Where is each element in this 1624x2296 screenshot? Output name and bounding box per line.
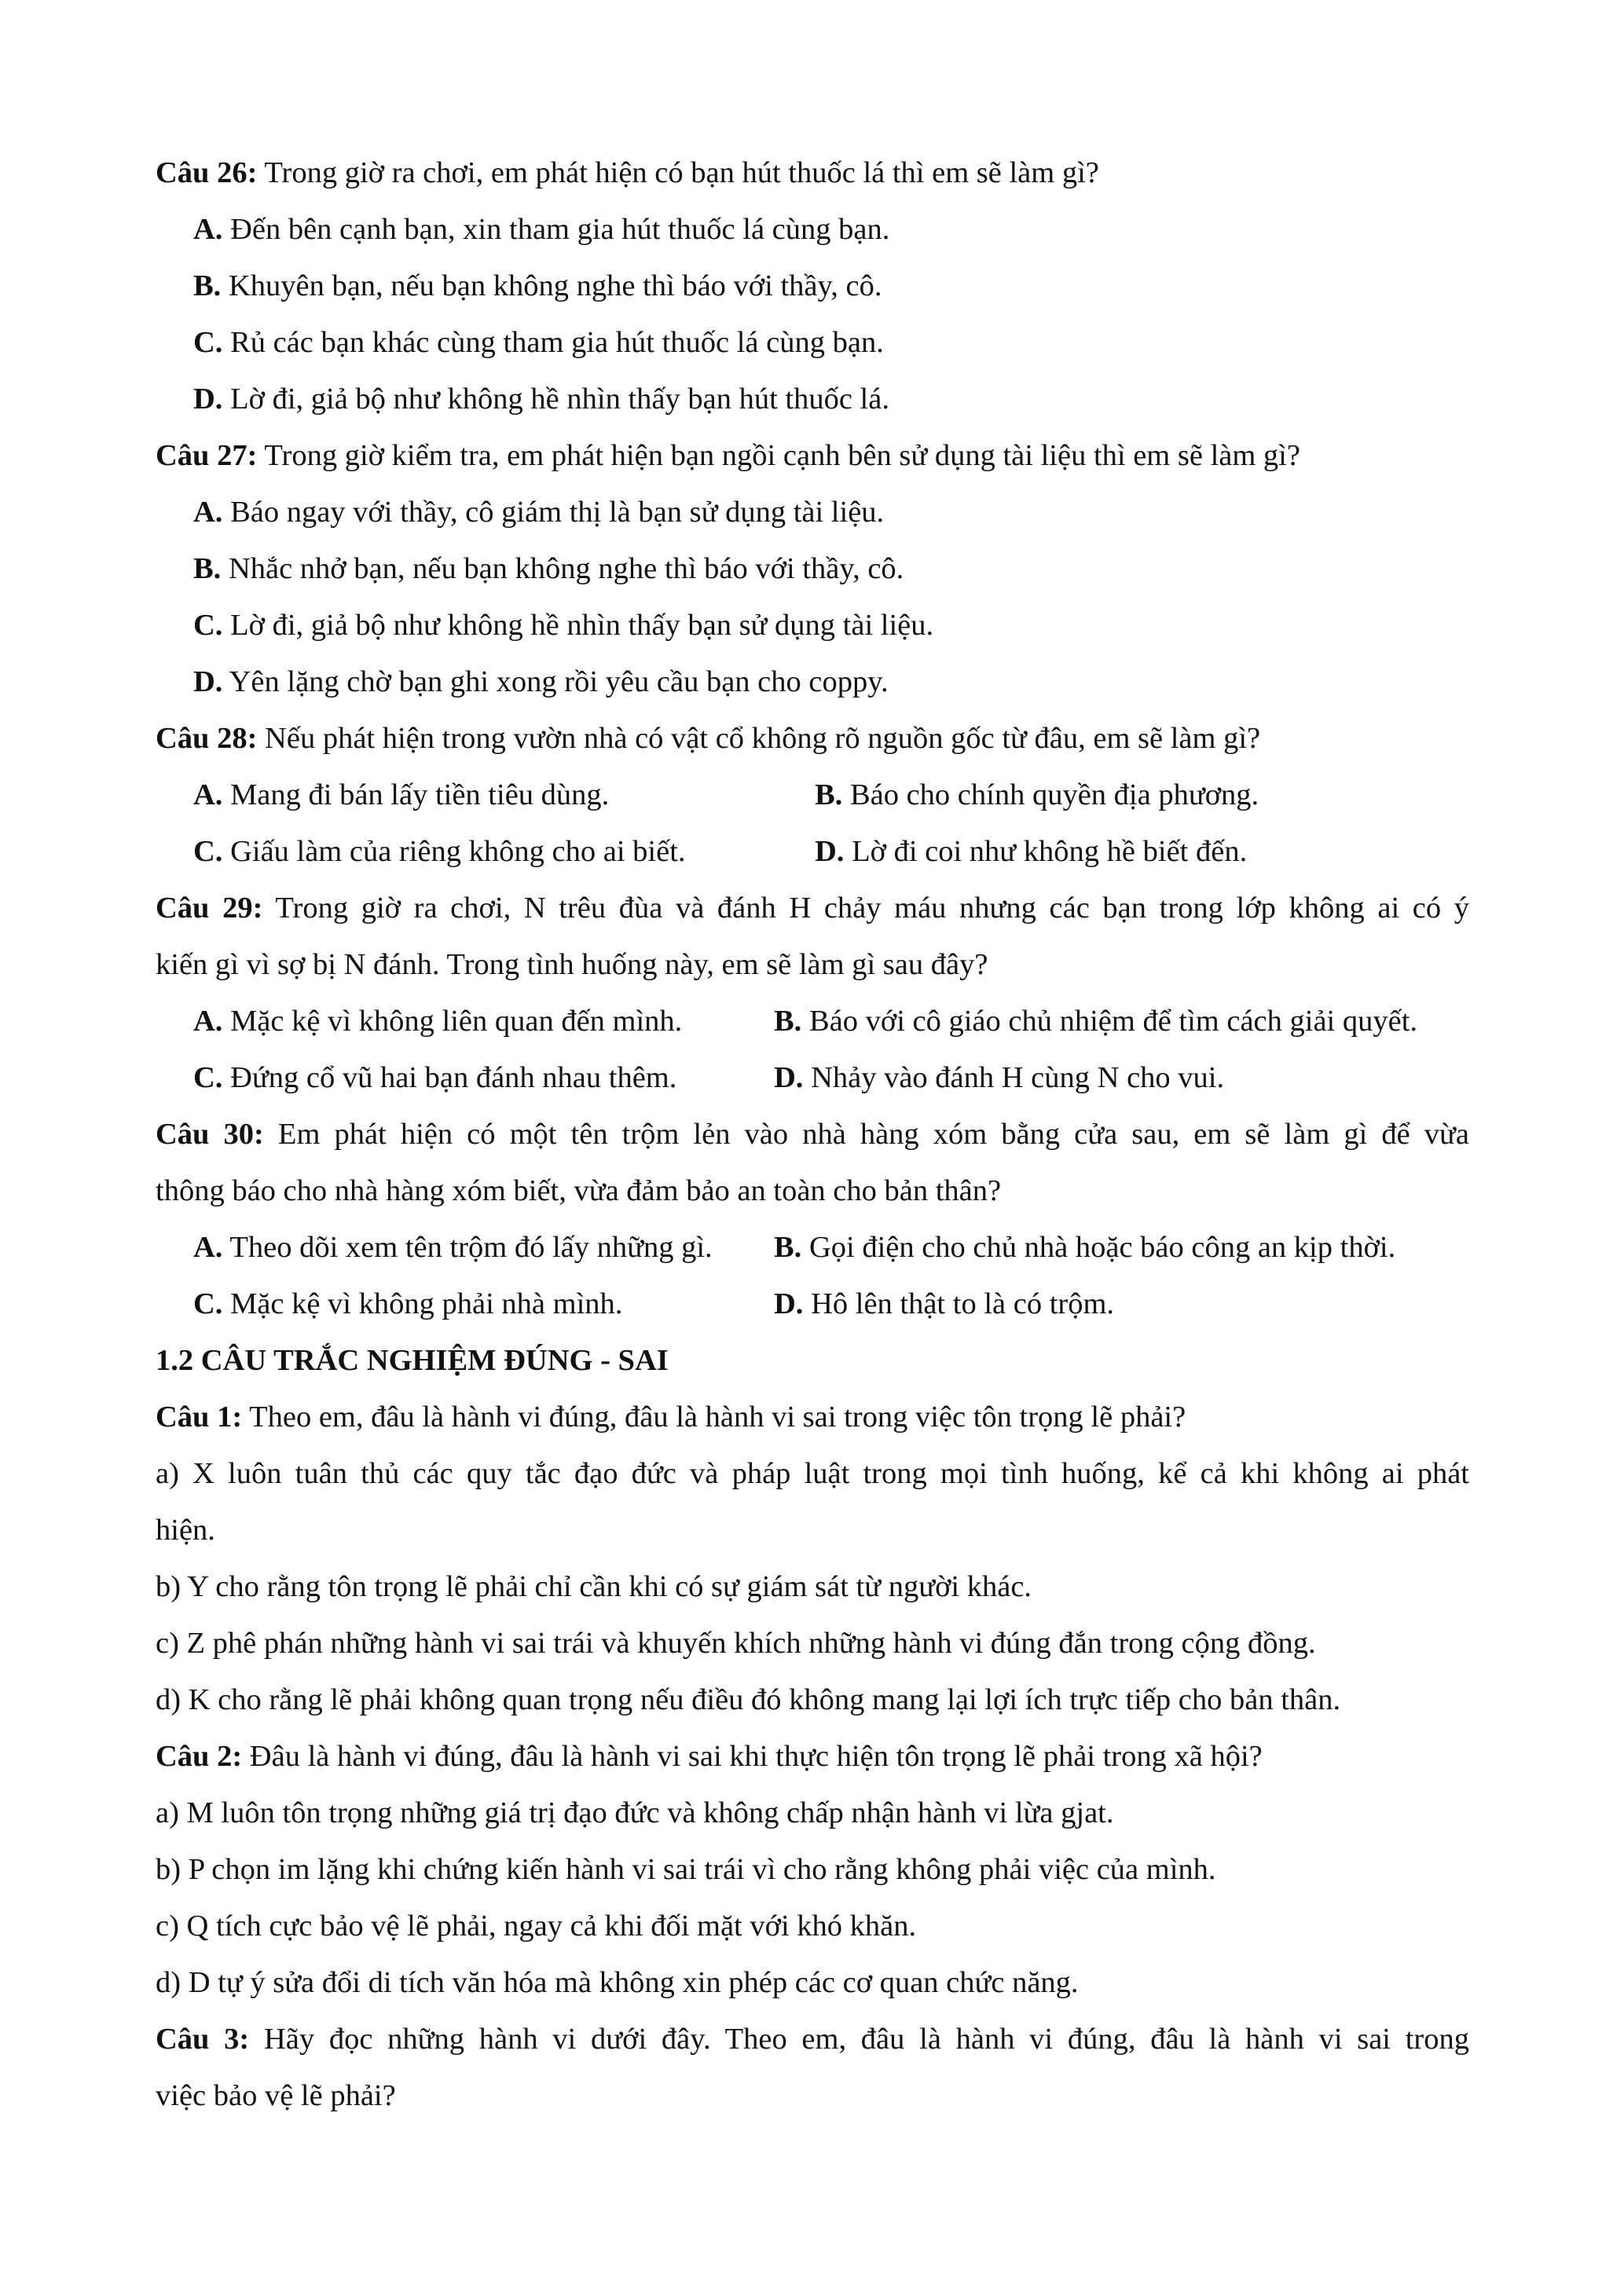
option-30-a: A. Theo dõi xem tên trộm đó lấy những gì. [193,1231,713,1264]
section-heading: 1.2 CÂU TRẮC NGHIỆM ĐÚNG - SAI [156,1344,669,1377]
question-27 [156,437,1300,474]
tf-question-1 [156,1398,1186,1436]
question-text: Trong giờ kiểm tra, em phát hiện bạn ngồi cạnh bên sử dụng tài liệu thì em sẽ làm gì? [257,439,1300,472]
question-number: Câu 1: [156,1401,243,1434]
question-text: Đâu là hành vi đúng, đâu là hành vi sai khi thực hiện tôn trọng lẽ phải trong xã hội? [242,1740,1263,1773]
question-number: Câu 27: [156,439,258,472]
option-28-a: A. Mang đi bán lấy tiền tiêu dùng. [193,778,610,811]
option-30-c: C. Mặc kệ vì không phải nhà mình. [193,1287,623,1320]
question-number: Câu 26: [156,156,258,189]
question-number: Câu 2: [156,1740,243,1773]
option-27-b: B. Nhắc nhở bạn, nếu bạn không nghe thì báo với thầy, cô. [193,552,904,585]
option-26-a: A. Đến bên cạnh bạn, xin tham gia hút thuốc lá cùng bạn. [193,213,890,246]
question-number: Câu 28: [156,722,258,755]
option-28-d: D. Lờ đi coi như không hề biết đến. [815,835,1248,868]
option-28-c: C. Giấu làm của riêng không cho ai biết. [193,835,686,868]
option-27-c: C. Lờ đi, giả bộ như không hề nhìn thấy bạn sử dụng tài liệu. [193,609,934,642]
option-26-d: D. Lờ đi, giả bộ như không hề nhìn thấy bạn hút thuốc lá. [193,383,889,416]
tf-1-item-b: b) Y cho rằng tôn trọng lẽ phải chỉ cần khi có sự giám sát từ người khác. [156,1570,1032,1603]
question-text: Theo em, đâu là hành vi đúng, đâu là hành vi sai trong việc tôn trọng lẽ phải? [242,1401,1186,1434]
option-28-b: B. Báo cho chính quyền địa phương. [815,778,1259,811]
question-text: Hãy đọc những hành vi dưới đây. Theo em, đâu là hành vi đúng, đâu là hành vi sai trong [249,2023,1469,2056]
option-30-b: B. Gọi điện cho chủ nhà hoặc báo công an kịp thời. [774,1231,1396,1264]
option-29-a: A. Mặc kệ vì không liên quan đến mình. [193,1005,683,1038]
question-29-cont: kiến gì vì sợ bị N đánh. Trong tình huống này, em sẽ làm gì sau đây? [156,948,988,981]
question-30-cont: thông báo cho nhà hàng xóm biết, vừa đảm bảo an toàn cho bản thân? [156,1174,1002,1207]
option-27-a: A. Báo ngay với thầy, cô giám thị là bạn sử dụng tài liệu. [193,496,885,529]
tf-1-item-a-cont: hiện. [156,1514,215,1547]
option-29-d: D. Nhảy vào đánh H cùng N cho vui. [774,1061,1225,1094]
question-number: Câu 3: [156,2023,250,2056]
option-29-b: B. Báo với cô giáo chủ nhiệm để tìm cách giải quyết. [774,1005,1418,1038]
question-26 [156,154,1099,192]
tf-1-item-c: c) Z phê phán những hành vi sai trái và khuyến khích những hành vi đúng đắn trong cộng đồng. [156,1627,1316,1660]
tf-2-item-a: a) M luôn tôn trọng những giá trị đạo đức và không chấp nhận hành vi lừa gjat. [156,1796,1114,1829]
tf-question-2 [156,1738,1263,1775]
option-26-c: C. Rủ các bạn khác cùng tham gia hút thuốc lá cùng bạn. [193,326,884,359]
tf-2-item-c: c) Q tích cực bảo vệ lẽ phải, ngay cả khi đối mặt với khó khăn. [156,1910,917,1943]
option-27-d: D. Yên lặng chờ bạn ghi xong rồi yêu cầu bạn cho coppy. [193,665,889,698]
tf-2-item-b: b) P chọn im lặng khi chứng kiến hành vi sai trái vì cho rằng không phải việc của mình. [156,1853,1216,1886]
question-number: Câu 30: [156,1118,264,1151]
question-text: Trong giờ ra chơi, em phát hiện có bạn hút thuốc lá thì em sẽ làm gì? [257,156,1099,189]
question-28 [156,720,1260,757]
question-30 [156,1115,1469,1153]
question-text: Trong giờ ra chơi, N trêu đùa và đánh H chảy máu nhưng các bạn trong lớp không ai có ý [262,892,1469,925]
tf-2-item-d: d) D tự ý sửa đổi di tích văn hóa mà không xin phép các cơ quan chức năng. [156,1966,1079,1999]
question-29 [156,889,1469,927]
question-number: Câu 29: [156,892,263,925]
tf-question-3 [156,2020,1469,2058]
tf-1-item-d: d) K cho rằng lẽ phải không quan trọng nếu điều đó không mang lại lợi ích trực tiếp cho bản thân. [156,1683,1341,1716]
option-26-b: B. Khuyên bạn, nếu bạn không nghe thì báo với thầy, cô. [193,269,882,302]
question-text: Em phát hiện có một tên trộm lẻn vào nhà hàng xóm bằng cửa sau, em sẽ làm gì để vừa [263,1118,1469,1151]
question-text: Nếu phát hiện trong vườn nhà có vật cổ không rõ nguồn gốc từ đâu, em sẽ làm gì? [257,722,1261,755]
tf-question-3-cont: việc bảo vệ lẽ phải? [156,2079,396,2112]
tf-1-item-a: a) X luôn tuân thủ các quy tắc đạo đức và pháp luật trong mọi tình huống, kể cả khi không ai phát [156,1457,1469,1490]
option-29-c: C. Đứng cổ vũ hai bạn đánh nhau thêm. [193,1061,677,1094]
option-30-d: D. Hô lên thật to là có trộm. [774,1287,1115,1320]
